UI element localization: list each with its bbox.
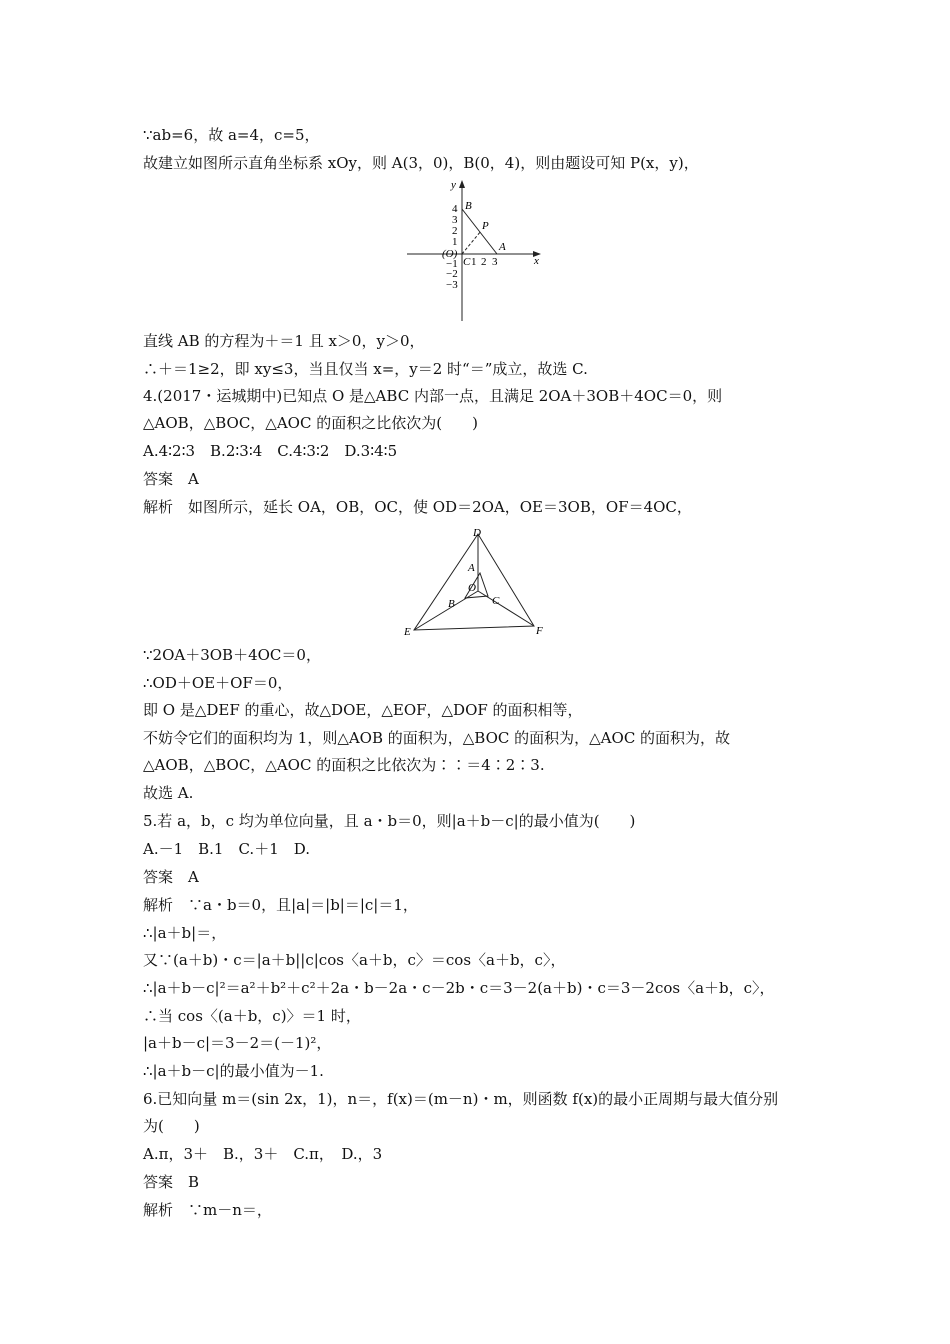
point-label-a: A bbox=[468, 562, 475, 574]
point-label-f: F bbox=[536, 625, 543, 637]
point-label-b: B bbox=[465, 200, 472, 212]
y-tick-3: 3 bbox=[452, 214, 458, 226]
text-line: 即 O 是△DEF 的重心，故△DOE，△EOF，△DOF 的面积相等， bbox=[143, 701, 583, 719]
text-line: ∵ab=6，故 a=4，c=5， bbox=[143, 126, 320, 144]
point-label-d: D bbox=[473, 527, 481, 539]
text-line: ∴当 cos〈(a＋b，c)〉＝1 时， bbox=[143, 1007, 361, 1025]
text-line: 解析 ∵a・b＝0，且|a|＝|b|＝|c|＝1， bbox=[143, 896, 418, 914]
point-label-p: P bbox=[482, 220, 489, 232]
text-line: 解析 ∵m－n＝， bbox=[143, 1201, 272, 1219]
text-line: △AOB，△BOC，△AOC 的面积之比依次为( ) bbox=[143, 414, 478, 432]
text-line: 不妨令它们的面积均为 1，则△AOB 的面积为，△BOC 的面积为，△AOC 的面积为，故 bbox=[143, 729, 731, 747]
text-line: |a＋b－c|＝3－2＝(－1)²， bbox=[143, 1034, 332, 1052]
point-label-c: C bbox=[463, 256, 471, 268]
y-axis-label: y bbox=[451, 179, 456, 191]
triangle-figure bbox=[402, 524, 552, 640]
text-line: 答案 B bbox=[143, 1173, 200, 1191]
text-line: A.－1 B.1 C.＋1 D. bbox=[143, 840, 310, 858]
point-label-b: B bbox=[448, 598, 455, 610]
coordinate-figure bbox=[405, 176, 550, 322]
text-line: 解析 如图所示，延长 OA，OB，OC，使 OD＝2OA，OE＝3OB，OF＝4OC， bbox=[143, 498, 692, 516]
text-line: ∴|a＋b|＝， bbox=[143, 924, 227, 942]
text-line: 4.(2017・运城期中)已知点 O 是△ABC 内部一点，且满足 2OA＋3OB＋4OC＝0，则 bbox=[143, 387, 723, 405]
point-label-e: E bbox=[404, 626, 411, 638]
text-line: △AOB，△BOC，△AOC 的面积之比依次为∶∶＝4∶2∶3. bbox=[143, 756, 545, 774]
text-line: 6.已知向量 m＝(sin 2x，1)，n＝，f(x)＝(m－n)・m，则函数 f(x)的最小正周期与最大值分别 bbox=[143, 1090, 779, 1108]
text-line: 答案 A bbox=[143, 470, 199, 488]
x-tick-3: 3 bbox=[492, 256, 498, 268]
x-axis-label: x bbox=[534, 255, 539, 267]
text-line: 为( ) bbox=[143, 1117, 200, 1135]
origin-label: (O) bbox=[442, 248, 458, 260]
text-line: A.π，3＋ B.，3＋ C.π， D.，3 bbox=[143, 1145, 383, 1163]
x-tick-1: 1 bbox=[471, 256, 477, 268]
text-line: ∴|a＋b－c|的最小值为－1. bbox=[143, 1062, 324, 1080]
y-tick-1: 1 bbox=[452, 236, 458, 248]
text-line: 答案 A bbox=[143, 868, 199, 886]
text-line: ∴|a＋b－c|²＝a²＋b²＋c²＋2a・b－2a・c－2b・c＝3－2(a＋b)・c＝3－2cos〈a＋b，c〉， bbox=[143, 979, 775, 997]
text-line: 5.若 a，b，c 均为单位向量，且 a・b＝0，则|a＋b－c|的最小值为( ) bbox=[143, 812, 636, 830]
y-tick-2: 2 bbox=[452, 225, 458, 237]
x-tick-2: 2 bbox=[481, 256, 487, 268]
text-line: A.4∶2∶3 B.2∶3∶4 C.4∶3∶2 D.3∶4∶5 bbox=[143, 442, 398, 460]
text-line: ∵2OA＋3OB＋4OC＝0， bbox=[143, 646, 321, 664]
point-label-a: A bbox=[499, 241, 506, 253]
y-tick-neg2: −2 bbox=[446, 268, 458, 280]
text-line: 直线 AB 的方程为＋＝1 且 x＞0，y＞0， bbox=[143, 332, 425, 350]
text-line: ∴OD＋OE＋OF＝0， bbox=[143, 674, 293, 692]
y-tick-4: 4 bbox=[452, 203, 458, 215]
text-line: ∴＋＝1≥2，即 xy≤3，当且仅当 x=，y＝2 时“＝”成立，故选 C. bbox=[143, 360, 588, 378]
y-tick-neg3: −3 bbox=[446, 279, 458, 291]
text-line: 故建立如图所示直角坐标系 xOy，则 A(3，0)，B(0，4)，则由题设可知 P(x，y)， bbox=[143, 154, 699, 172]
y-tick-neg1: −1 bbox=[446, 258, 458, 270]
text-line: 又∵(a＋b)・c＝|a＋b||c|cos〈a＋b，c〉＝cos〈a＋b，c〉， bbox=[143, 951, 566, 969]
text-line: 故选 A. bbox=[143, 784, 194, 802]
point-label-c: C bbox=[492, 595, 500, 607]
point-label-o: O bbox=[468, 582, 476, 594]
